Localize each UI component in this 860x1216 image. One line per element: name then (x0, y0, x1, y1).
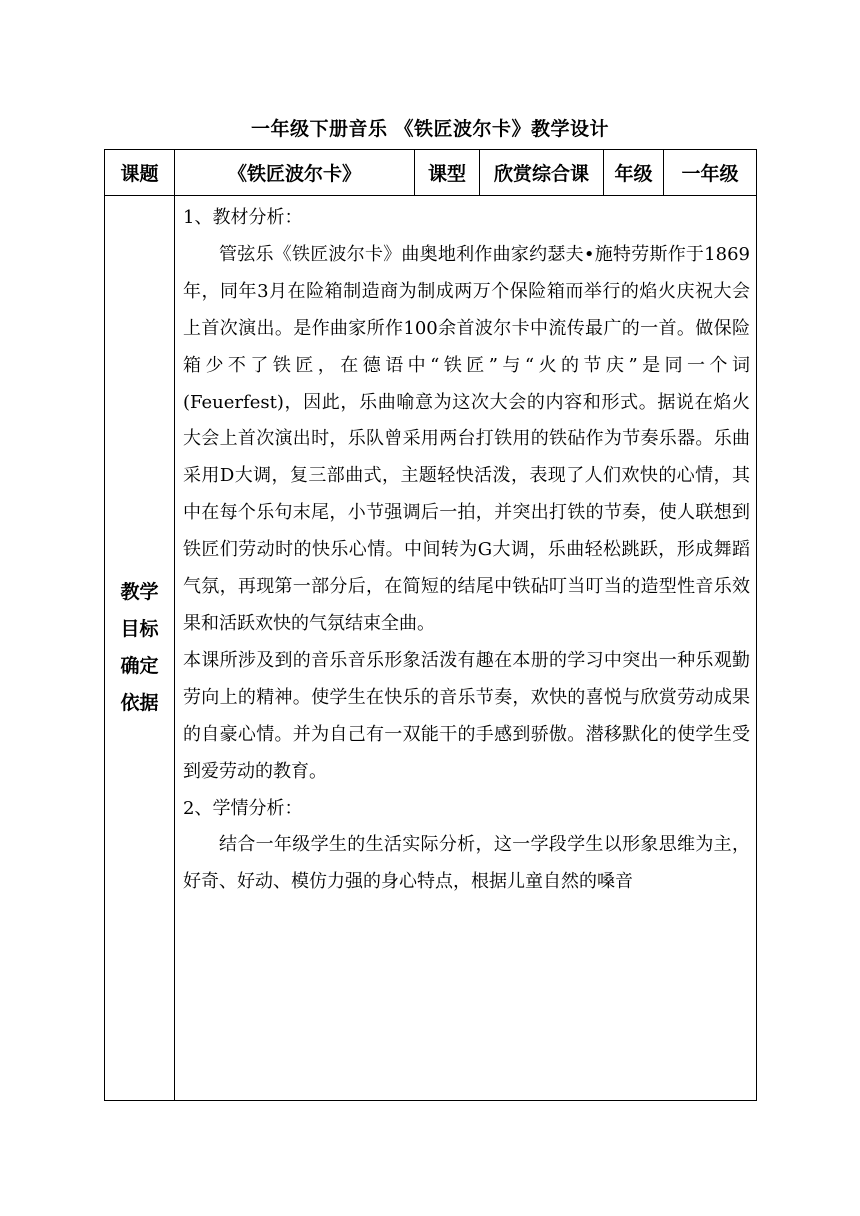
music-image-paragraph: 本课所涉及到的音乐音乐形象活泼有趣在本册的学习中突出一种乐观勤劳向上的精神。使学生在快乐的音乐节奏，欢快的喜悦与欣赏劳动成果的自豪心情。并为自己有一双能干的手感到骄傲。潜移默化的使学生受到爱劳动的教育。 (183, 649, 750, 782)
document-title: 一年级下册音乐 《铁匠波尔卡》教学设计 (250, 118, 610, 140)
side-label-line: 目标 (120, 618, 159, 640)
section-heading-learner-analysis: 2、学情分析： (183, 797, 303, 819)
table-body-row (105, 196, 757, 1101)
lesson-plan-table (104, 149, 757, 1101)
textbook-analysis-paragraph: 管弦乐《铁匠波尔卡》曲奥地利作曲家约瑟夫•施特劳斯作于1869年，同年3月在险箱制造商为制成两万个保险箱而举行的焰火庆祝大会上首次演出。是作曲家所作100余首波尔卡中流传最广的一首。做保险箱少不了铁匠，在德语中“铁匠”与“火的节庆”是同一个词(Feuerfest)，因此，乐曲喻意为这次大会的内容和形式。据说在焰火大会上首次演出时，乐队曾采用两台打铁用的铁砧作为节奏乐器。乐曲采用D大调，复三部曲式，主题轻快活泼，表现了人们欢快的心情，其中在每个乐句末尾，小节强调后一拍，并突出打铁的节奏，使人联想到铁匠们劳动时的快乐心情。中间转为G大调，乐曲轻松跳跃，形成舞蹈气氛，再现第一部分后，在简短的结尾中铁砧叮当叮当的造型性音乐效果和活跃欢快的气氛结束全曲。 (183, 243, 750, 634)
content-cell (175, 196, 757, 1101)
learner-analysis-paragraph: 结合一年级学生的生活实际分析，这一学段学生以形象思维为主，好奇、好动、模仿力强的身心特点，根据儿童自然的嗓音 (183, 834, 750, 893)
content-body (175, 196, 756, 1100)
lesson-type-value: 欣赏综合课 (480, 150, 604, 196)
section-heading-textbook-analysis: 1、教材分析： (183, 207, 303, 228)
teaching-objective-basis-label (105, 196, 175, 1101)
grade-label: 年级 (604, 150, 664, 196)
topic-label: 课题 (105, 150, 175, 196)
lesson-type-label: 课型 (415, 150, 480, 196)
side-label-line: 确定 (120, 655, 159, 677)
table-header-row (105, 150, 757, 196)
side-label-line: 教学 (120, 581, 159, 603)
side-label-line: 依据 (120, 692, 159, 714)
grade-value: 一年级 (664, 150, 757, 196)
topic-value: 《铁匠波尔卡》 (175, 150, 415, 196)
